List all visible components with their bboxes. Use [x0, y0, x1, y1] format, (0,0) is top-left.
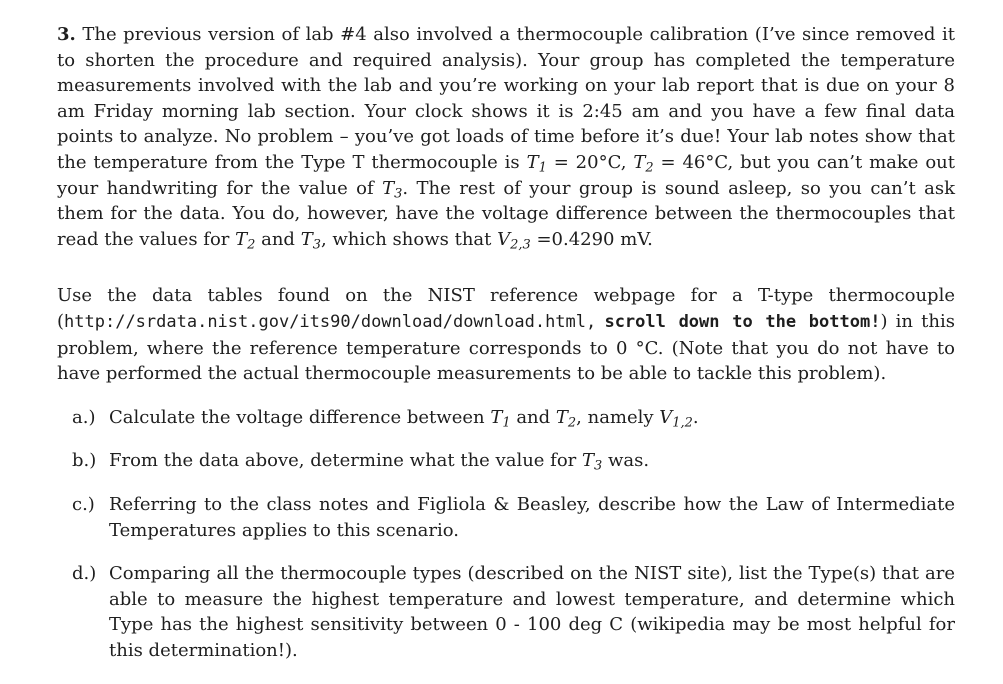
symbol-t2-second: $T_2$: [235, 228, 256, 253]
problem-page: [57, 22, 955, 681]
symbol-t3-second: $T_3$: [300, 228, 321, 253]
part-label: c.): [72, 493, 95, 515]
nist-text-b: ) in this problem, where the reference temperature corresponds to 0 °C. (Note that you do not have to have performed the actual thermocouple measurements to be able to tackle this problem).: [57, 310, 956, 385]
nist-paragraph: [57, 283, 955, 386]
symbol-t3: $T_3$: [382, 177, 403, 202]
symbol-v23: $V_{2,3}$: [497, 228, 531, 253]
intro-text-b: . The rest of your group is sound asleep, so you can’t ask them for the data. You do, however, have the voltage difference between the thermocouples that read the values for: [57, 177, 955, 250]
question-part-c: [57, 492, 955, 543]
problem-intro-paragraph: [57, 22, 955, 252]
part-label: a.): [72, 406, 96, 428]
part-label: d.): [72, 563, 97, 585]
problem-number: 3.: [57, 24, 76, 45]
nist-url-link[interactable]: http://srdata.nist.gov/its90/download/download.html,: [64, 311, 597, 332]
part-label: b.): [72, 450, 97, 472]
part-text: Referring to the class notes and Figliola & Beasley, describe how the Law of Intermediate Temperatures applies to this scenario.: [109, 493, 955, 541]
symbol-t2: $T_2$: [633, 151, 654, 176]
symbol-t1: $T_1$: [526, 151, 547, 176]
question-part-a: a.) Calculate the voltage difference between $T_1$ and $T_2$, namely $V_{1,2}$.: [72, 406, 699, 431]
question-parts-list: [57, 405, 955, 664]
intro-text-a: The previous version of lab #4 also involved a thermocouple calibration (I’ve since removed it to shorten the procedure and required analysis). Your group has completed the temperature measurements involved with the lab and you’re working on your lab report that is due on your 8 am Friday morning lab section. Your clock shows it is 2:45 am and you have a few final data points to analyze. No problem – you’ve got loads of time before it’s due! Your lab notes show that the temperature from the Type T thermocouple is: [57, 24, 955, 173]
intro-text-d: =0.4290 mV.: [530, 228, 653, 250]
question-part-b: b.) From the data above, determine what the value for $T_3$ was.: [72, 450, 650, 474]
question-part-d: [57, 561, 955, 663]
intro-eq1: = 20°C,: [546, 151, 634, 173]
nist-bold-instruction: scroll down to the bottom!: [604, 311, 881, 332]
nist-text-a: Use the data tables found on the NIST reference webpage for a T-type thermocouple (: [57, 285, 955, 332]
intro-and: and: [255, 228, 301, 250]
intro-eq2: = 46°C, but you can’t make out your handwriting for the value of: [57, 151, 955, 199]
part-text: Comparing all the thermocouple types (described on the NIST site), list the Type(s) that are able to measure the highest temperature and lowest temperature, and determine which Type has the highest sensitivity between 0 - 100 deg C (wikipedia may be most helpful for this determination!).: [109, 563, 955, 661]
intro-text-c: , which shows that: [320, 228, 498, 250]
